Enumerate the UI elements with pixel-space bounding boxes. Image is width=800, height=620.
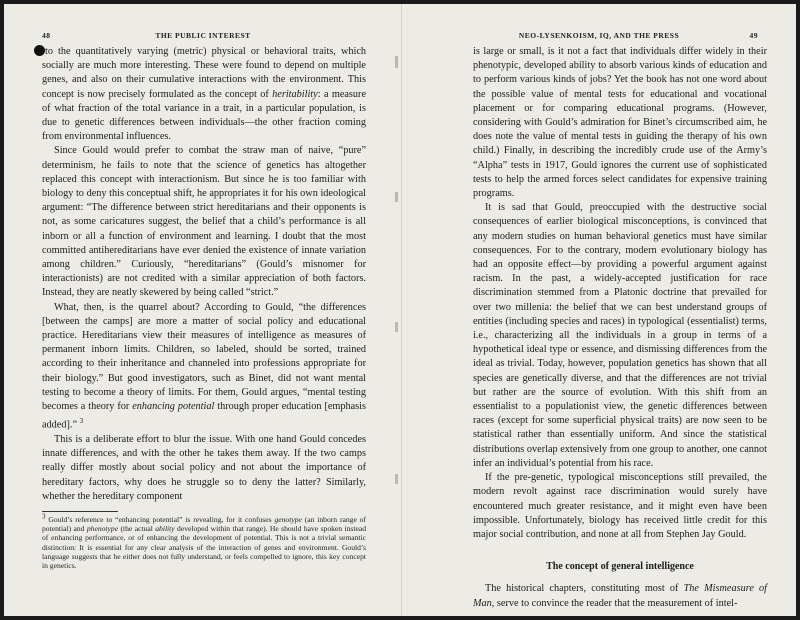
binding-mark <box>395 322 398 332</box>
left-page-body <box>42 45 366 504</box>
right-page-body <box>473 45 767 611</box>
right-page-number: 49 <box>749 31 758 40</box>
binding-mark <box>395 474 398 484</box>
footnote-rule <box>42 511 118 512</box>
section-heading: The concept of general intelligence <box>546 561 694 573</box>
paragraph: Since Gould would prefer to combat the straw man of naive, “pure” determinism, he fails to note that the science of genetics has altogether replaced this concept with interactionism. But since he is too familiar with biology to deny this conceptual shift, he appropriates it for his own ideological argument: “The difference between strict hereditarians and their opponents is not, as some caricatures suggest, the belief that a child’s performance is all inborn or all a function of environment and learning. I doubt that the most committed antihereditarians have ever denied the existence of innate variation among children.” Curiously, “hereditarians” (Gould’s misnomer for interactionists) are not credited with a similar appreciation of both factors. Instead, they are neatly skewered by being called “strict.” <box>42 145 366 299</box>
left-running-head: THE PUBLIC INTEREST <box>155 31 251 40</box>
paragraph: This is a deliberate effort to blur the issue. With one hand Gould concedes innate differences, and with the other he takes them away. If the two camps really differ mostly about social policy and not about the importance of hereditary factors, why does he struggle so to deny the latter? Similarly, whether the hereditary component <box>42 433 366 502</box>
footnote-marker: 3 <box>42 512 46 521</box>
right-page-header <box>440 28 758 42</box>
left-page-header <box>42 28 364 42</box>
paragraph: The historical chapters, constituting most of The Mismeasure of Man, serve to convince the reader that the measurement of intel- <box>473 583 767 609</box>
paragraph: What, then, is the quarrel about? According to Gould, “the differences [between the camps] are more a matter of social policy and educational practice. Hereditarians view their measures of intelligence as measures of permanent inborn limits. Children, so labeled, should be sorted, trained according to their inheritance and channeled into professions appropriate for their biology.” But good investigators, such as Binet, did not want mental testing to become a theory of limits. For them, Gould argues, “mental testing becomes a theory for enhancing potential through proper education [emphasis added].” $^3$ <box>42 301 367 431</box>
paragraph: It is sad that Gould, preoccupied with the destructive social consequences of earlier biological misconceptions, is convinced that any modern studies on human behavioral genetics must have similar consequences. For to the contrary, modern evolutionary biology has had an opposite effect—by providing a powerful argument against racism. In the past, a widely-accepted justification for race discrimination stemmed from a Platonic doctrine that prevailed for over two millenia: the belief that we can best understand groups of entities (including species and races) in typological (essentialist) terms, i.e., characterizing all the individuals in a group in terms of a hypothetical ideal type or essence, and dismissing differences from the ideal as trivial. Today, however, population genetics has shown that all species are genetically diverse, and that the differences are not trivial but rather are the source of evolution. With this shift from an essentialist to a populationist view, the genetic differences between races (except for some superficial physical traits) are now seen to be statistical rather than essentially uniform. And since the statistical distributions overlap extensively from one group to another, one cannot infer an individual’s potential from his race. <box>473 202 767 469</box>
binding-mark <box>395 56 398 68</box>
paragraph: If the pre-genetic, typological misconceptions still prevailed, the modern revolt against race discrimination would surely have encountered much greater resistance, and it might even have been impossible. Unfortunately, biology has received little credit for this major social contribution, and none at all from Stephen Jay Gould. <box>473 472 767 540</box>
paragraph: to the quantitatively varying (metric) physical or behavioral traits, which socially are much more interesting. These were found to depend on multiple genes, and also on their cumulative interactions with the environment. This concept is now precisely formulated as the concept of heritability: a measure of what fraction of the total variance in a trait, in a particular population, is due to genetic differences between individuals—the other fraction coming from environmental influences. <box>42 45 366 144</box>
right-page <box>402 4 796 616</box>
left-page-number: 48 <box>42 31 51 40</box>
right-running-head: NEO-LYSENKOISM, IQ, AND THE PRESS <box>518 31 680 40</box>
binding-mark <box>395 192 398 202</box>
left-page <box>4 4 402 616</box>
ink-blot <box>34 45 45 56</box>
footnote: 3 Gould’s reference to “enhancing potential” is revealing, for it confuses genotype (an inborn range of potential) and phenotype (the actual ability developed within that range). He should have spoken instead of enhancing performance, or of enhancing the development of potential. This is not a trivial semantic distinction: It is essential for any clear analysis of the interaction of genes and environment. Gould’s language suggests that he either does not fully understand, or feels compelled to ignore, this key concept in genetics. <box>42 512 366 571</box>
book-spread <box>4 4 796 616</box>
paragraph: is large or small, is it not a fact that individuals differ widely in their phenotypic, developed ability to absorb various kinds of education and to perform various kinds of jobs? Yet the book has not one word about the possible value of mental tests for educational and vocational placement or for comparing educational programs. (However, considering with Gould’s admiration for Binet’s circumscribed aim, he does note the value of mental tests in guiding the therapy of his own child.) Finally, in describing the incredibly crude use of the Army’s “Alpha” tests in 1917, Gould ignores the current use of sophisticated tests to help the armed forces select candidates for expensive training programs. <box>473 46 767 200</box>
